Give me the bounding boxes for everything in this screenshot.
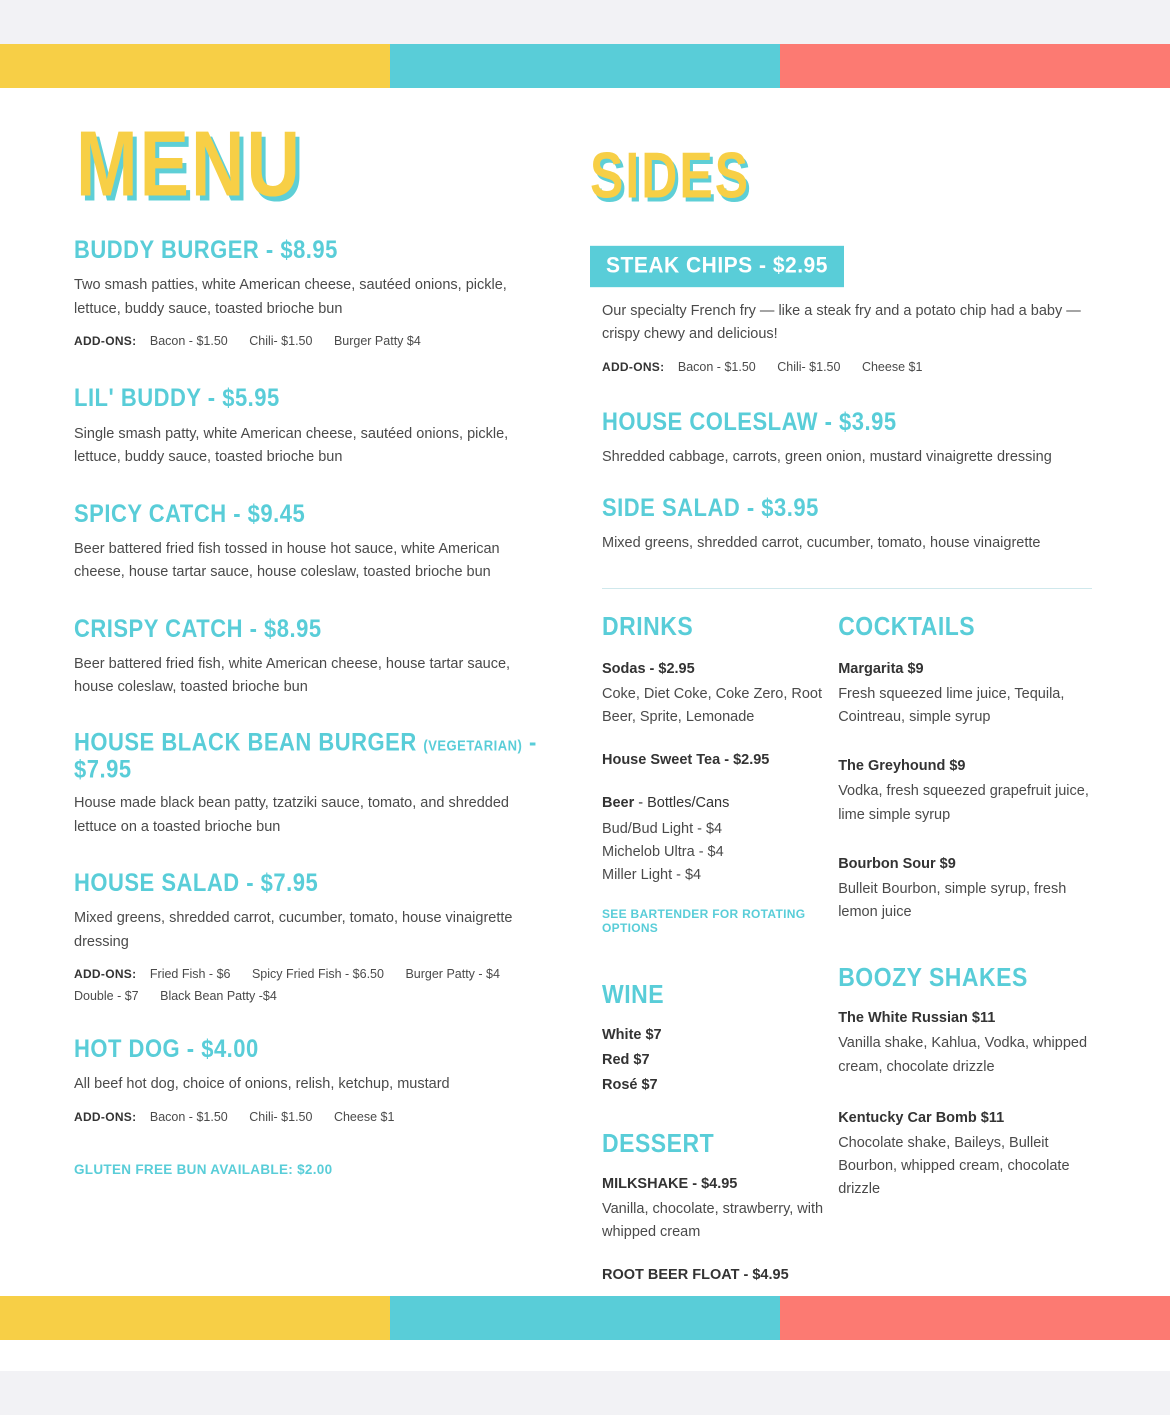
featured-side-body xyxy=(590,300,1090,378)
item-name: Margarita $9 xyxy=(838,660,924,677)
item-description: Vanilla, chocolate, strawberry, with whipped cream xyxy=(602,1200,824,1240)
addon-option: Cheese $1 xyxy=(333,1109,395,1124)
beer-option: Michelob Ultra - $4 xyxy=(602,843,724,860)
menu-content xyxy=(0,88,1170,1296)
band-segment-teal xyxy=(390,44,780,88)
item-description: Vanilla shake, Kahlua, Vodka, whipped cream, chocolate drizzle xyxy=(838,1035,1088,1075)
item-description: Beer battered fried fish, white American cheese, house tartar sauce, house coleslaw, toasted brioche bun xyxy=(74,655,511,696)
addon-option: Bacon - $1.50 xyxy=(149,1109,228,1124)
item-name-text: HOUSE BLACK BEAN BURGER xyxy=(74,727,417,756)
menu-item-house-salad xyxy=(74,868,544,1007)
cocktail-item-bourbon-sour xyxy=(838,853,1090,925)
menu-item-crispy-catch xyxy=(74,614,544,700)
addon-option: Chili- $1.50 xyxy=(249,334,313,349)
item-description: Two smash patties, white American cheese, sautéed onions, pickle, lettuce, buddy sauce, toasted brioche bun xyxy=(74,277,507,317)
wine-option: White $7 xyxy=(602,1027,662,1044)
item-description: Mixed greens, shredded carrot, cucumber, tomato, house vinaigrette xyxy=(602,535,1041,552)
menu-column xyxy=(74,111,544,1177)
item-name-price: - $7.95 xyxy=(74,727,537,783)
addon-option: Double - $7 xyxy=(74,988,139,1003)
boozy-shake-item-kentucky-car-bomb xyxy=(838,1107,1090,1202)
item-name: The White Russian $11 xyxy=(838,1010,996,1027)
drinks-column xyxy=(602,610,838,1308)
beer-format: - Bottles/Cans xyxy=(634,795,730,812)
addon-option: Burger Patty - $4 xyxy=(405,967,500,982)
addon-option: Spicy Fried Fish - $6.50 xyxy=(251,967,384,982)
wine-option: Red $7 xyxy=(602,1052,650,1069)
page-top-margin xyxy=(0,0,1170,44)
beer-label: Beer xyxy=(602,795,635,812)
item-addons xyxy=(74,331,544,352)
top-color-band xyxy=(0,44,1170,88)
item-description: Chocolate shake, Baileys, Bulleit Bourbon, whipped cream, chocolate drizzle xyxy=(838,1135,1070,1198)
item-name: MILKSHAKE - $4.95 xyxy=(602,1175,738,1192)
menu-item-house-black-bean-burger xyxy=(74,727,544,839)
dessert-item-milkshake xyxy=(602,1173,838,1245)
item-name: HOUSE COLESLAW - $3.95 xyxy=(602,407,897,436)
item-name: HOT DOG - $4.00 xyxy=(74,1034,259,1063)
cocktail-item-greyhound xyxy=(838,755,1090,827)
item-description: Beer battered fried fish tossed in house hot sauce, white American cheese, house tartar sauce, house coleslaw, toasted brioche bun xyxy=(74,540,500,581)
addons-label: ADD-ONS: xyxy=(602,359,665,374)
cocktails-column xyxy=(838,610,1090,1308)
item-name: House Sweet Tea - $2.95 xyxy=(602,752,770,769)
wine-option: Rosé $7 xyxy=(602,1077,658,1094)
menu-item-spicy-catch xyxy=(74,498,544,585)
addons-label: ADD-ONS: xyxy=(74,967,137,982)
section-divider xyxy=(602,588,1092,589)
beer-option: Bud/Bud Light - $4 xyxy=(602,820,723,837)
drink-item-sodas xyxy=(602,658,838,730)
side-item-side-salad xyxy=(590,493,1090,556)
featured-side-banner: STEAK CHIPS - $2.95 xyxy=(590,246,844,287)
item-name: The Greyhound $9 xyxy=(838,758,966,775)
beverages-section xyxy=(590,610,1090,1308)
item-description: Our specialty French fry — like a steak fry and a potato chip had a baby — crispy chewy and delicious! xyxy=(602,303,1081,343)
menu-item-hot-dog xyxy=(74,1034,544,1128)
item-name: BUDDY BURGER - $8.95 xyxy=(74,235,338,264)
item-name: SPICY CATCH - $9.45 xyxy=(74,498,306,527)
drink-item-sweet-tea xyxy=(602,749,838,772)
item-name: HOUSE SALAD - $7.95 xyxy=(74,868,319,897)
sides-title: SIDES xyxy=(590,139,751,212)
item-name: Bourbon Sour $9 xyxy=(838,855,956,872)
bartender-note: SEE BARTENDER FOR ROTATING OPTIONS xyxy=(602,907,806,936)
wine-heading: WINE xyxy=(602,979,665,1009)
drink-item-beer xyxy=(602,792,838,887)
item-description: Shredded cabbage, carrots, green onion, mustard vinaigrette dressing xyxy=(602,449,1052,466)
item-name: Kentucky Car Bomb $11 xyxy=(838,1109,1005,1126)
addon-option: Chili- $1.50 xyxy=(249,1109,313,1124)
item-description: Bulleit Bourbon, simple syrup, fresh lemon juice xyxy=(838,880,1067,921)
addons-label: ADD-ONS: xyxy=(74,334,137,349)
addon-option: Cheese $1 xyxy=(861,359,923,374)
item-description: House made black bean patty, tzatziki sauce, tomato, and shredded lettuce on a toasted brioche bun xyxy=(74,795,509,835)
page-bottom-margin xyxy=(0,1371,1170,1415)
cocktails-heading: COCKTAILS xyxy=(838,610,976,641)
boozy-shakes-heading: BOOZY SHAKES xyxy=(838,962,1028,992)
item-description: Vodka, fresh squeezed grapefruit juice, lime simple syrup xyxy=(838,783,1089,823)
addon-option: Chili- $1.50 xyxy=(777,359,841,374)
item-description: Fresh squeezed lime juice, Tequila, Cointreau, simple syrup xyxy=(838,685,1065,725)
item-description: Coke, Diet Coke, Coke Zero, Root Beer, Sprite, Lemonade xyxy=(602,685,823,725)
item-addons xyxy=(74,964,544,1007)
item-name: ROOT BEER FLOAT - $4.95 xyxy=(602,1267,789,1284)
addon-option: Bacon - $1.50 xyxy=(149,334,228,349)
item-name: SIDE SALAD - $3.95 xyxy=(602,493,819,522)
addon-option: Burger Patty $4 xyxy=(333,334,421,349)
item-name xyxy=(74,729,544,783)
dessert-item-root-beer-float xyxy=(602,1264,838,1287)
beer-option: Miller Light - $4 xyxy=(602,866,702,883)
item-name: CRISPY CATCH - $8.95 xyxy=(74,614,322,643)
page-title: MENU xyxy=(76,111,302,216)
item-name xyxy=(602,792,838,815)
addon-option: Bacon - $1.50 xyxy=(677,359,756,374)
dessert-heading: DESSERT xyxy=(602,1128,715,1158)
item-name: Sodas - $2.95 xyxy=(602,660,695,677)
item-description: Single smash patty, white American cheese, sautéed onions, pickle, lettuce, buddy sauce, toasted brioche bun xyxy=(74,425,509,466)
menu-item-lil-buddy xyxy=(74,383,544,469)
item-addons xyxy=(74,1107,544,1128)
side-item-house-coleslaw xyxy=(590,407,1090,470)
drinks-heading: DRINKS xyxy=(602,610,694,641)
item-addons xyxy=(602,357,1090,378)
gluten-free-note: GLUTEN FREE BUN AVAILABLE: $2.00 xyxy=(74,1161,333,1177)
band-segment-coral xyxy=(780,44,1170,88)
cocktail-item-margarita xyxy=(838,658,1090,730)
boozy-shake-item-white-russian xyxy=(838,1007,1090,1079)
item-description: All beef hot dog, choice of onions, relish, ketchup, mustard xyxy=(74,1076,450,1093)
menu-item-buddy-burger xyxy=(74,235,544,352)
item-description: Mixed greens, shredded carrot, cucumber, tomato, house vinaigrette dressing xyxy=(74,910,513,950)
sides-column xyxy=(590,139,1090,1307)
addon-option: Fried Fish - $6 xyxy=(149,967,231,982)
item-name-vegetarian-tag: (VEGETARIAN) xyxy=(423,736,523,754)
addons-label: ADD-ONS: xyxy=(74,1109,137,1124)
addon-option: Black Bean Patty -$4 xyxy=(160,988,277,1003)
band-segment-yellow xyxy=(0,44,390,88)
item-name: LIL' BUDDY - $5.95 xyxy=(74,383,280,412)
band-segment-yellow xyxy=(0,1296,390,1340)
